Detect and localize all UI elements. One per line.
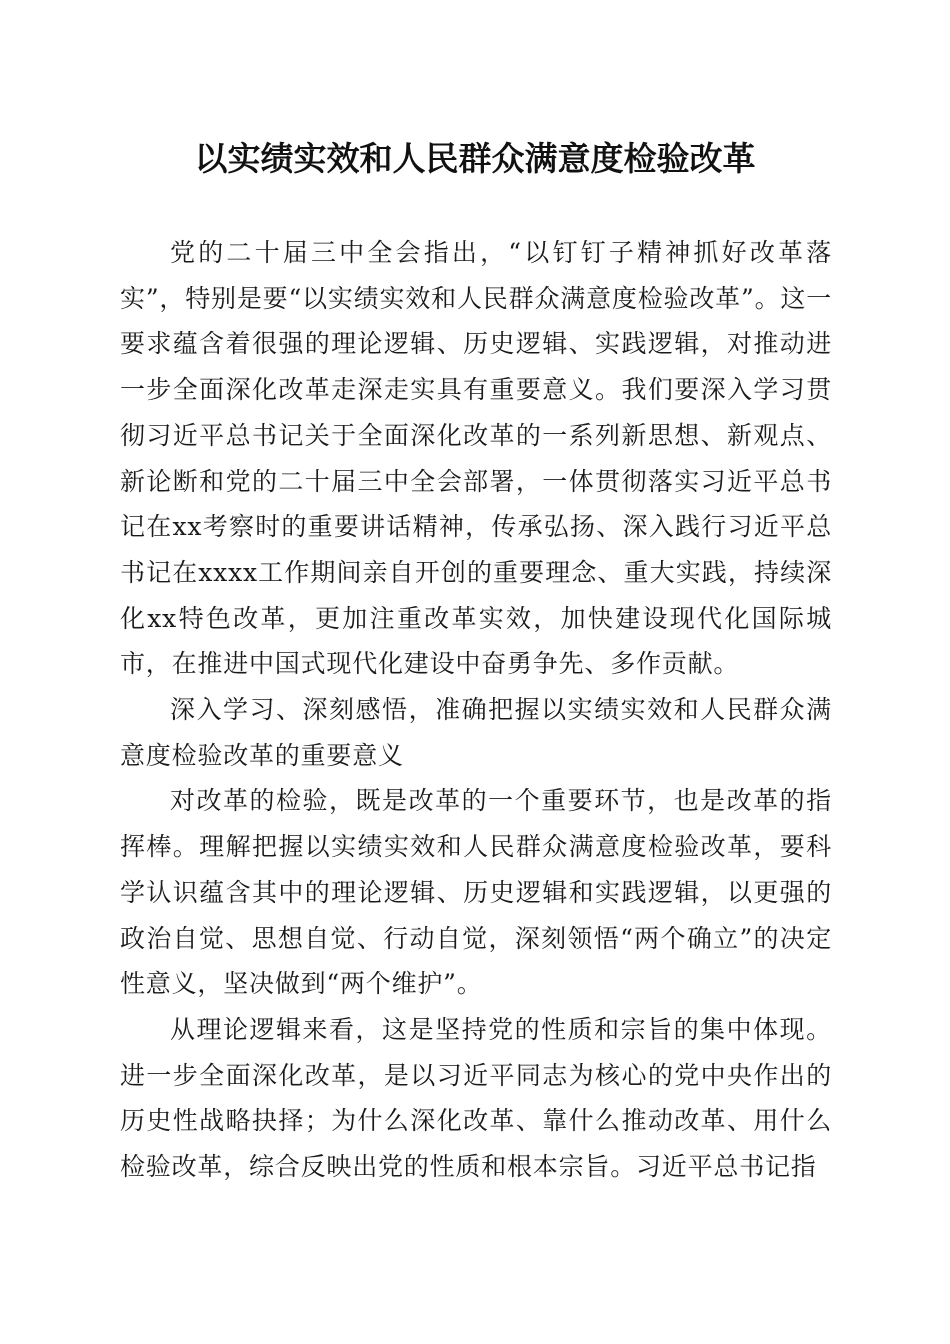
document-body	[120, 230, 832, 1190]
paragraph-intro: 党的二十届三中全会指出，“以钉钉子精神抓好改革落实”，特别是要“以实绩实效和人民群众满意度检验改革”。这一要求蕴含着很强的理论逻辑、历史逻辑、实践逻辑，对推动进一步全面深化改革走深走实具有重要意义。我们要深入学习贯彻习近平总书记关于全面深化改革的一系列新思想、新观点、新论断和党的二十届三中全会部署，一体贯彻落实习近平总书记在xx考察时的重要讲话精神，传承弘扬、深入践行习近平总书记在xxxx工作期间亲自开创的重要理念、重大实践，持续深化xx特色改革，更加注重改革实效，加快建设现代化国际城市，在推进中国式现代化建设中奋勇争先、多作贡献。	[120, 238, 832, 679]
paragraph-section-heading: 深入学习、深刻感悟，准确把握以实绩实效和人民群众满意度检验改革的重要意义	[120, 695, 832, 770]
paragraph-theory-logic: 从理论逻辑来看，这是坚持党的性质和宗旨的集中体现。进一步全面深化改革，是以习近平同志为核心的党中央作出的历史性战略抉择；为什么深化改革、靠什么推动改革、用什么检验改革，综合反映出党的性质和根本宗旨。习近平总书记指	[120, 1014, 832, 1182]
paragraph-reform-test: 对改革的检验，既是改革的一个重要环节，也是改革的指挥棒。理解把握以实绩实效和人民群众满意度检验改革，要科学认识蕴含其中的理论逻辑、历史逻辑和实践逻辑，以更强的政治自觉、思想自觉、行动自觉，深刻领悟“两个确立”的决定性意义，坚决做到“两个维护”。	[120, 786, 832, 999]
document-title: 以实绩实效和人民群众满意度检验改革	[194, 139, 756, 178]
